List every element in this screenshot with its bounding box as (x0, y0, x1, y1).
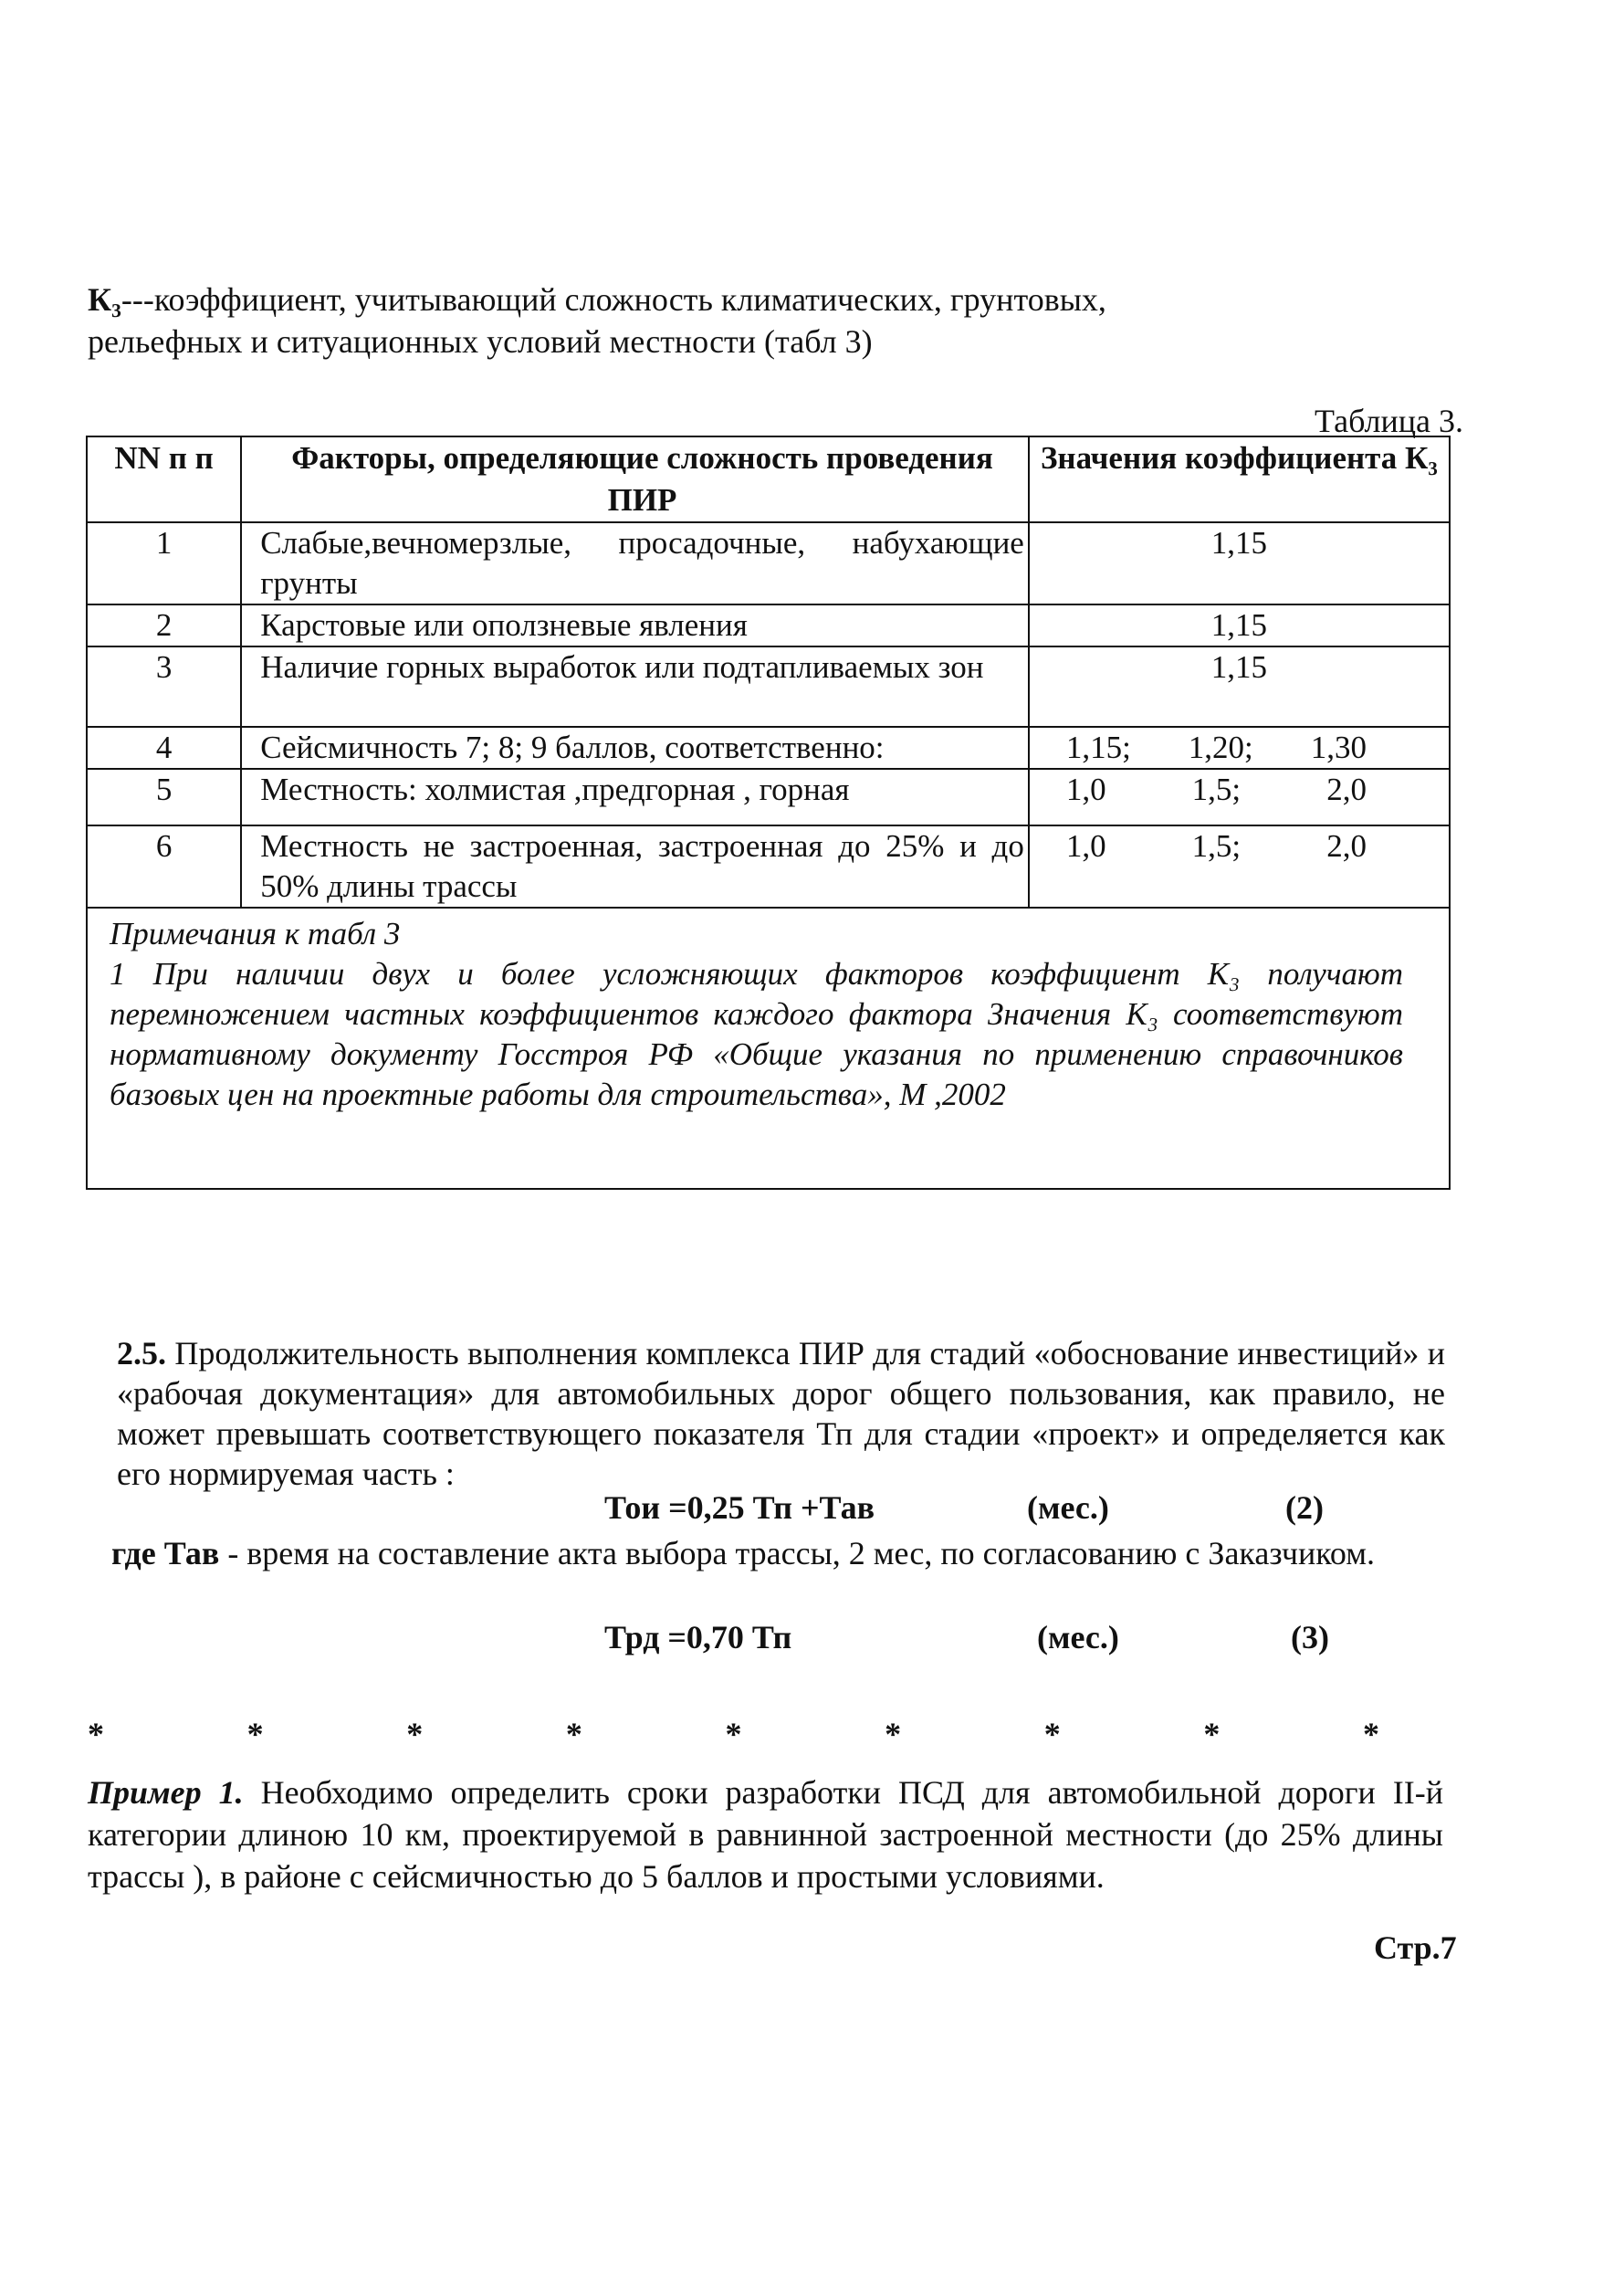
row-num: 4 (87, 727, 241, 769)
notes-title: Примечания к табл 3 (110, 916, 401, 951)
row-factor: Карстовые или оползневые явления (241, 604, 1029, 646)
value-3: 2,0 (1326, 828, 1367, 864)
star: * (246, 1716, 264, 1752)
example-text: Необходимо определить сроки разработки ПСД для автомобильной дороги II-й категории длиною 10 км, проектируемой в равнинной застроенной местности (до 25% длины трассы ), в районе с сейсмичностью до 5 баллов и простыми условиями. (88, 1774, 1444, 1895)
table-row (87, 646, 1450, 727)
formula-3-number: (3) (1291, 1619, 1329, 1655)
value-1: 1,0 (1065, 772, 1106, 807)
row-num: 1 (87, 522, 241, 604)
formula-3-expr: Трд =0,70 Тп (604, 1619, 792, 1655)
intro-paragraph (88, 278, 1457, 363)
row-value: 1,15 (1029, 604, 1450, 646)
where-line (111, 1534, 1481, 1572)
value-3: 1,30 (1310, 730, 1367, 765)
example-1 (88, 1771, 1443, 1897)
example-label: Пример 1. (88, 1774, 244, 1811)
row-factor: Наличие горных выработок или подтапливаемых зон (241, 646, 1029, 727)
section-number: 2.5. (117, 1335, 166, 1371)
row-factor: Местность не застроенная, застроенная до 25% и до 50% длины трассы (241, 825, 1029, 908)
star: * (565, 1716, 582, 1752)
star: * (406, 1716, 424, 1752)
where-label: где Тав (111, 1535, 220, 1571)
table-row (87, 825, 1450, 908)
header-factors: Факторы, определяющие сложность проведения ПИР (241, 436, 1029, 522)
star: * (885, 1716, 902, 1752)
value-2: 1,20; (1188, 730, 1253, 765)
row-value: 1,15 (1029, 522, 1450, 604)
value-2: 1,5; (1191, 828, 1242, 864)
row-num: 3 (87, 646, 241, 727)
star: * (1203, 1716, 1221, 1752)
star: * (88, 1716, 104, 1752)
formula-2-unit: (мес.) (1027, 1489, 1109, 1526)
table-row (87, 522, 1450, 604)
notes-text: 1 При наличии двух и более усложняющих факторов коэффициент К₃ получают перемножением частных коэффициентов каждого фактора Значения К₃ соответствуют нормативному документу Госстроя РФ «Общие указания по применению справочников базовых цен на проектные работы для строительства», М ,2002 (110, 956, 1403, 1112)
table-header-row (87, 436, 1450, 522)
row-num: 5 (87, 769, 241, 825)
formula-3-unit: (мес.) (1037, 1619, 1119, 1655)
where-text: - время на составление акта выбора трассы, 2 мес, по согласованию с Заказчиком. (219, 1535, 1375, 1571)
row-values (1029, 825, 1450, 908)
intro-line2: рельефных и ситуационных условий местности (табл 3) (88, 323, 873, 360)
table-row (87, 769, 1450, 825)
intro-line1: ---коэффициент, учитывающий сложность климатических, грунтовых, (120, 281, 1106, 318)
row-value: 1,15 (1029, 646, 1450, 727)
row-factor: Сейсмичность 7; 8; 9 баллов, соответственно: (241, 727, 1029, 769)
section-2-5 (117, 1333, 1445, 1494)
value-1: 1,15; (1065, 730, 1131, 765)
formula-2-expr: Тои =0,25 Тп +Тав (604, 1489, 875, 1526)
row-values (1029, 727, 1450, 769)
row-num: 2 (87, 604, 241, 646)
header-values: Значения коэффициента К₃ (1029, 436, 1450, 522)
star-divider (88, 1715, 1379, 1753)
k3-symbol: К₃ (88, 281, 121, 318)
table-notes (87, 908, 1450, 1189)
section-text: Продолжительность выполнения комплекса ПИР для стадий «обоснование инвестиций» и «рабочая документация» для автомобильных дорог общего пользования, как правило, не может превышать соответствующего показателя Тп для стадии «проект» и определяется как его нормируемая часть : (117, 1335, 1445, 1492)
formula-2-number: (2) (1285, 1489, 1324, 1526)
star: * (1363, 1716, 1379, 1752)
star: * (725, 1716, 742, 1752)
row-values (1029, 769, 1450, 825)
table-caption: Таблица 3. (1315, 403, 1463, 439)
row-factor: Местность: холмистая ,предгорная , горная (241, 769, 1029, 825)
table-row (87, 727, 1450, 769)
coefficient-table (86, 436, 1451, 1190)
row-num: 6 (87, 825, 241, 908)
table-notes-row (87, 908, 1450, 1189)
value-1: 1,0 (1065, 828, 1106, 864)
row-factor: Слабые,вечномерзлые, просадочные, набухающие грунты (241, 522, 1029, 604)
star: * (1043, 1716, 1061, 1752)
page-number: Стр.7 (1374, 1929, 1457, 1966)
header-num: NN п п (87, 436, 241, 522)
value-3: 2,0 (1326, 772, 1367, 807)
value-2: 1,5; (1191, 772, 1242, 807)
table-row (87, 604, 1450, 646)
